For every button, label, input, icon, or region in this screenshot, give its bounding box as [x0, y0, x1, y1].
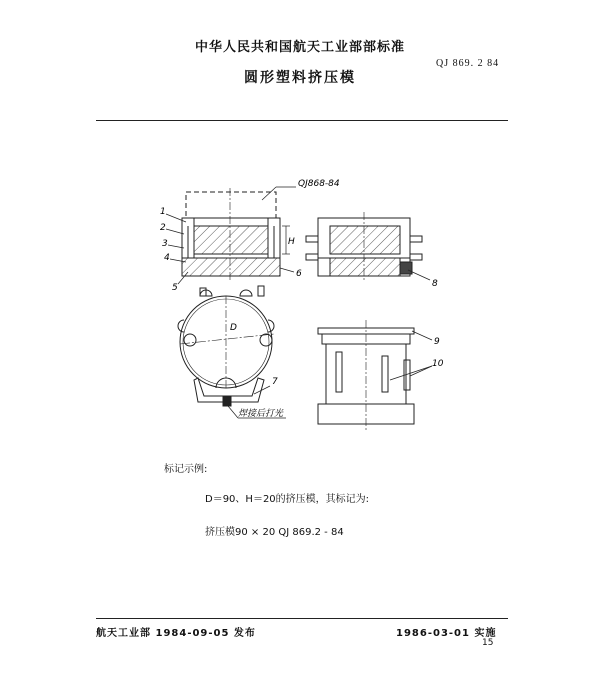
front-section-view	[166, 187, 296, 284]
issuing-organization: 中华人民共和国航天工业部部标准	[194, 40, 405, 55]
callout-10: 10	[432, 359, 444, 369]
callout-8: 8	[432, 279, 438, 289]
plan-view	[178, 286, 286, 418]
marking-example-designation: 挤压模90 × 20 QJ 869.2 - 84	[205, 527, 344, 538]
implementation-info: 1986-03-01 实施	[396, 628, 497, 639]
reference-drawing-label: QJ868-84	[298, 179, 340, 189]
standard-code: QJ 869. 2 84	[436, 58, 500, 69]
page-number: 15	[482, 638, 494, 648]
callout-6: 6	[296, 269, 302, 279]
callout-1: 1	[160, 207, 166, 217]
callout-2: 2	[160, 223, 166, 233]
callout-3: 3	[162, 239, 168, 249]
marking-example-label: 标记示例:	[164, 464, 208, 475]
assembly-elevation-view	[318, 320, 432, 430]
side-section-view	[306, 212, 430, 282]
callout-9: 9	[434, 337, 440, 347]
handle-note: 焊接后打光	[238, 409, 284, 419]
callout-7: 7	[272, 377, 278, 387]
document-title: 圆形塑料挤压模	[244, 70, 356, 86]
callout-5: 5	[172, 283, 178, 293]
marking-example-description: D＝90、H＝20的挤压模，其标记为:	[205, 494, 370, 505]
reference-part-outline	[186, 192, 276, 218]
issue-info: 航天工业部 1984-09-05 发布	[96, 628, 256, 639]
dimension-d-label: D	[230, 323, 237, 333]
footer-rule	[96, 618, 508, 619]
dimension-h-label: H	[288, 237, 295, 247]
callout-4: 4	[164, 253, 170, 263]
